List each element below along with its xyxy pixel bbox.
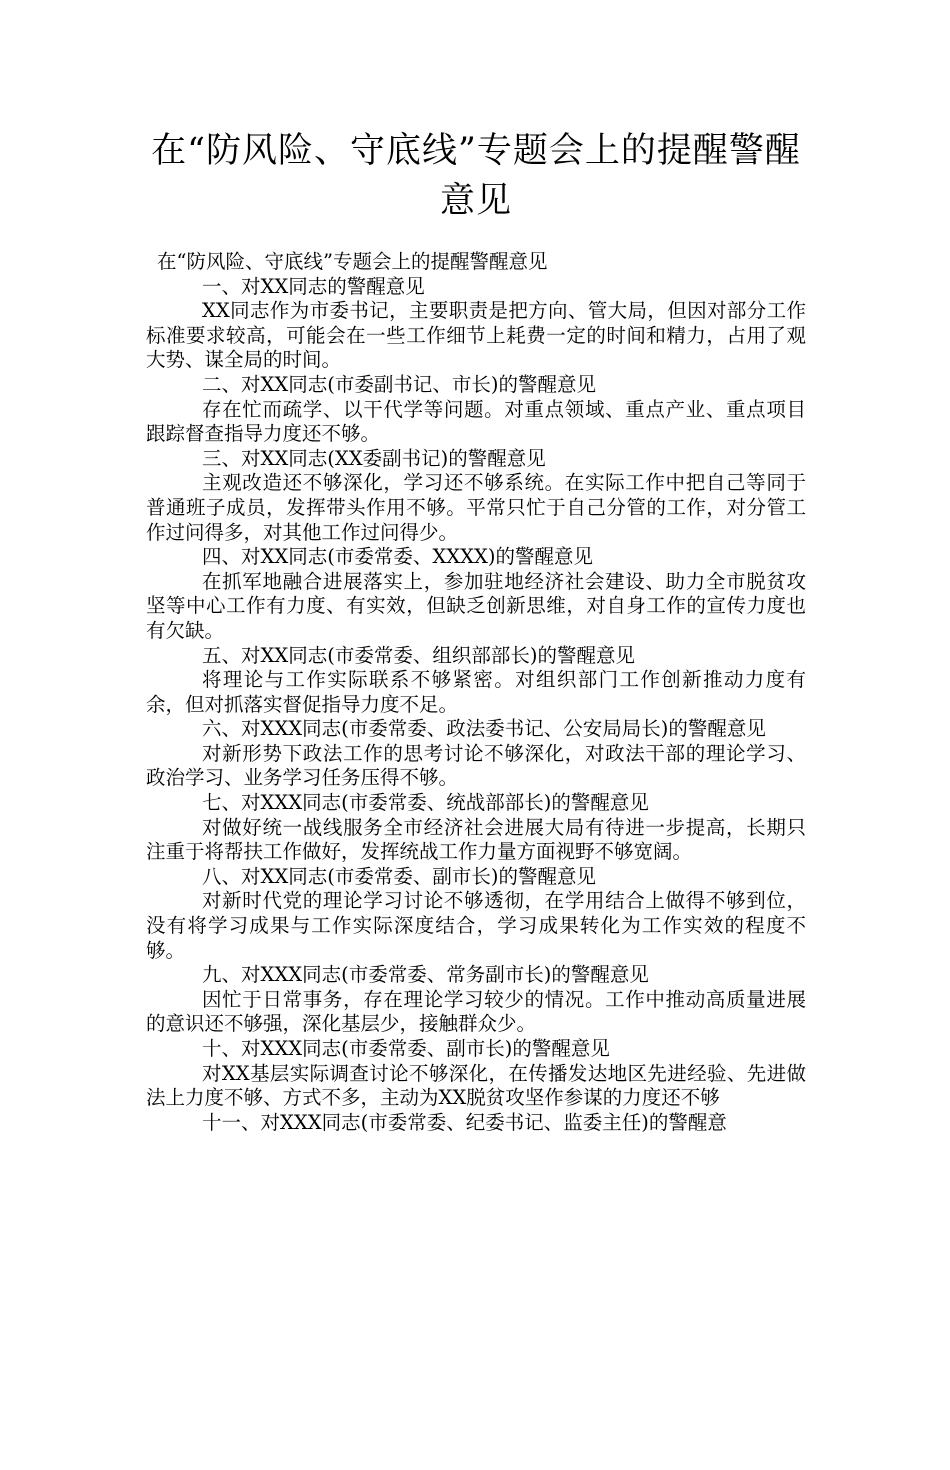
document-title: 在“防风险、守底线”专题会上的提醒警醒意见 (151, 131, 801, 221)
section-text-7: 对做好统一战线服务全市经济社会进展大局有待进一步提高，长期只注重于将帮扶工作做好，发挥统战工作力量方面视野不够宽阔。 (146, 815, 806, 864)
section-text-9: 因忙于日常事务，存在理论学习较少的情况。工作中推动高质量进展的意识还不够强，深化基层少，接触群众少。 (146, 987, 806, 1036)
section-heading-5: 五、对XX同志(市委常委、组织部部长)的警醒意见 (202, 643, 635, 667)
section-heading-3: 三、对XX同志(XX委副书记)的警醒意见 (202, 446, 546, 470)
document-subtitle: 在“防风险、守底线”专题会上的提醒警醒意见 (157, 250, 548, 273)
section-heading-8: 八、对XX同志(市委常委、副市长)的警醒意见 (202, 864, 596, 888)
document-page (0, 126, 950, 1470)
section-text-4: 在抓军地融合进展落实上，参加驻地经济社会建设、助力全市脱贫攻坚等中心工作有力度、有实效，但缺乏创新思维，对自身工作的宣传力度也有欠缺。 (146, 569, 806, 642)
section-heading-4: 四、对XX同志(市委常委、XXXX)的警醒意见 (202, 545, 594, 569)
section-heading-9: 九、对XXX同志(市委常委、常务副市长)的警醒意见 (202, 963, 649, 987)
section-heading-10: 十、对XXX同志(市委常委、副市长)的警醒意见 (202, 1037, 610, 1060)
section-heading-1: 一、对XX同志的警醒意见 (202, 274, 425, 298)
section-heading-6: 六、对XXX同志(市委常委、政法委书记、公安局局长)的警醒意见 (202, 717, 766, 741)
section-text-6: 对新形势下政法工作的思考讨论不够深化，对政法干部的理论学习、政治学习、业务学习任务压得不够。 (146, 741, 806, 790)
section-text-2: 存在忙而疏学、以干代学等问题。对重点领域、重点产业、重点项目跟踪督查指导力度还不够。 (146, 397, 806, 446)
section-text-10: 对XX基层实际调查讨论不够深化，在传播发达地区先进经验、先进做法上力度不够、方式不多，主动为XX脱贫攻坚作参谋的力度还不够 (146, 1061, 806, 1110)
section-heading-7: 七、对XXX同志(市委常委、统战部部长)的警醒意见 (202, 791, 649, 815)
section-text-8: 对新时代党的理论学习讨论不够透彻，在学用结合上做得不够到位，没有将学习成果与工作实际深度结合，学习成果转化为工作实效的程度不够。 (146, 889, 806, 962)
section-text-1: XX同志作为市委书记，主要职责是把方向、管大局，但因对部分工作标准要求较高，可能会在一些工作细节上耗费一定的时间和精力，占用了观大势、谋全局的时间。 (146, 299, 806, 372)
document-body (146, 250, 806, 1135)
section-text-5: 将理论与工作实际联系不够紧密。对组织部门工作创新推动力度有余，但对抓落实督促指导力度不足。 (146, 668, 806, 716)
section-heading-2: 二、对XX同志(市委副书记、市长)的警醒意见 (202, 372, 596, 396)
section-heading-11: 十一、对XXX同志(市委常委、纪委书记、监委主任)的警醒意 (202, 1110, 727, 1134)
section-text-3: 主观改造还不够深化，学习还不够系统。在实际工作中把自己等同于普通班子成员，发挥带头作用不够。平常只忙于自己分管的工作，对分管工作过问得多，对其他工作过问得少。 (146, 471, 806, 544)
